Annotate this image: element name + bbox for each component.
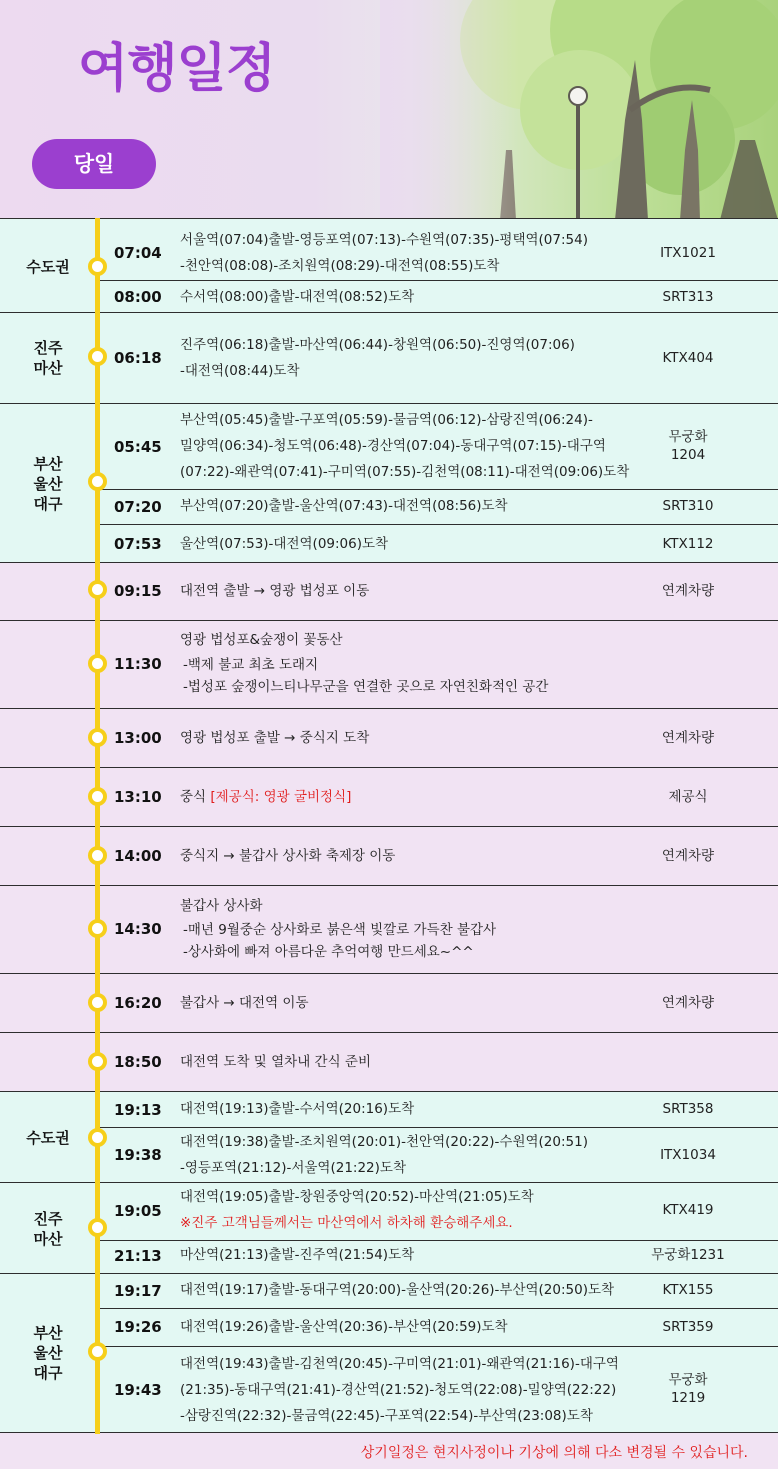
attraction-title: 영광 법성포&숲쟁이 꽃동산 [180,632,343,648]
route-line: -천안역(08:08)-조치원역(08:29)-대전역(08:55)도착 [180,258,500,274]
train-label: KTX155 [662,1282,714,1298]
route-line: 마산역(21:13)출발-진주역(21:54)도착 [180,1247,415,1263]
transport-label: 제공식 [668,789,708,805]
timeline-dot [88,472,107,491]
timeline-dot [88,993,107,1012]
transport-label: 연계차량 [661,583,715,599]
schedule-row [0,826,778,886]
time-label: 11:30 [114,655,162,673]
route-line: 부산역(05:45)출발-구포역(05:59)-물금역(06:12)-삼랑진역(06:24)- [180,412,593,428]
route-line: 대전역(19:17)출발-동대구역(20:00)-울산역(20:26)-부산역(20:50)도착 [180,1282,615,1298]
route-line [180,1210,513,1236]
train-label: ITX1021 [660,245,716,261]
transport-label: 연계차량 [661,995,715,1011]
page-title: 여행일정 [78,39,275,99]
train-label: ITX1034 [660,1147,716,1163]
schedule-section-sudogwon-am [0,218,778,313]
schedule-section-jinju-pm [0,1182,778,1274]
schedule-row [0,973,778,1033]
transport-label: 연계차량 [661,730,715,746]
activity-text: 불갑사 → 대전역 이동 [180,995,309,1011]
time-label: 07:04 [114,244,162,262]
time-label: 05:45 [114,438,162,456]
timeline-dot [88,846,107,865]
timeline-dot [88,580,107,599]
time-label: 19:38 [114,1146,162,1164]
route-line: 밀양역(06:34)-청도역(06:48)-경산역(07:04)-동대구역(07:15)-대구역 [180,438,606,454]
time-label: 14:30 [114,920,162,938]
schedule-section-sudogwon-pm [0,1091,778,1183]
route-line: 수서역(08:00)출발-대전역(08:52)도착 [180,289,415,305]
time-label: 09:15 [114,582,162,600]
footer [0,1432,778,1469]
time-label: 18:50 [114,1053,162,1071]
time-label: 14:00 [114,847,162,865]
schedule-row [0,885,778,974]
timeline-dot [88,1218,107,1237]
timeline-dot [88,919,107,938]
day-trip-badge: 당일 [32,139,156,189]
train-label: 무궁화1231 [651,1247,725,1263]
train-label: 무궁화 1219 [668,1372,708,1406]
route-line: (21:35)-동대구역(21:41)-경산역(21:52)-청도역(22:08)-밀양역(22:22) [180,1382,617,1398]
meal-note: [제공식: 영광 굴비정식] [210,789,352,805]
train-label: KTX404 [662,350,714,366]
route-line: -영등포역(21:12)-서울역(21:22)도착 [180,1160,406,1176]
activity-text: 대전역 출발 → 영광 법성포 이동 [180,583,370,599]
time-label: 19:17 [114,1282,162,1300]
route-line: 서울역(07:04)출발-영등포역(07:13)-수원역(07:35)-평택역(07:54) [180,232,588,248]
transfer-note: ※진주 고객님들께서는 마산역에서 하차해 환승해주세요. [180,1215,513,1231]
train-label: KTX112 [662,536,714,552]
route-line: 부산역(07:20)출발-울산역(07:43)-대전역(08:56)도착 [180,498,508,514]
activity-text: 대전역 도착 및 열차내 간식 준비 [180,1054,371,1070]
timeline-dot [88,1052,107,1071]
time-label: 19:13 [114,1101,162,1119]
attraction-desc: -백제 불교 최초 도래지 [183,657,319,673]
timeline-dot [88,1342,107,1361]
schedule-section-jinju-am [0,312,778,404]
route-line: 대전역(19:05)출발-창원중앙역(20:52)-마산역(21:05)도착 [180,1189,534,1205]
meal-text: 중식 [180,789,211,805]
schedule-row [0,708,778,768]
activity-text: 중식지 → 불갑사 상사화 축제장 이동 [180,848,396,864]
time-label: 21:13 [114,1247,162,1265]
route-line: 대전역(19:26)출발-울산역(20:36)-부산역(20:59)도착 [180,1319,508,1335]
route-line: 대전역(19:43)출발-김천역(20:45)-구미역(21:01)-왜관역(21:16)-대구역 [180,1356,619,1372]
region-label: 부산 울산 대구 [33,455,63,513]
park-trees-image [380,0,778,220]
time-label: 13:00 [114,729,162,747]
region-label: 수도권 [26,1129,70,1147]
route-line: (07:22)-왜관역(07:41)-구미역(07:55)-김천역(08:11)-대전역(09:06)도착 [180,464,630,480]
schedule-row [0,767,778,827]
train-label: SRT313 [662,289,714,305]
attraction-desc: -상사화에 빠져 아름다운 추억여행 만드세요~^^ [183,944,474,960]
time-label: 07:53 [114,535,162,553]
timeline-dot [88,728,107,747]
timeline-dot [88,787,107,806]
time-label: 19:05 [114,1202,162,1220]
timeline-line [95,218,100,1434]
train-label: SRT310 [662,498,714,514]
attraction-desc: -매년 9월중순 상사화로 붉은색 빛깔로 가득찬 불갑사 [183,922,497,938]
route-line: 대전역(19:38)출발-조치원역(20:01)-천안역(20:22)-수원역(20:51) [180,1134,588,1150]
timeline-dot [88,1128,107,1147]
schedule-row [0,620,778,709]
route-line: 진주역(06:18)출발-마산역(06:44)-창원역(06:50)-진영역(07:06) [180,337,575,353]
time-label: 19:43 [114,1381,162,1399]
schedule-row [0,1032,778,1092]
header-banner [0,0,778,220]
time-label: 06:18 [114,349,162,367]
timeline-dot [88,654,107,673]
transport-label: 연계차량 [661,848,715,864]
train-label: SRT358 [662,1101,714,1117]
activity-text [180,784,351,810]
region-label: 부산 울산 대구 [33,1324,63,1382]
time-label: 07:20 [114,498,162,516]
train-label: 무궁화 1204 [668,429,708,463]
time-label: 19:26 [114,1318,162,1336]
timeline-dot [88,257,107,276]
time-label: 13:10 [114,788,162,806]
time-label: 08:00 [114,288,162,306]
activity-text: 영광 법성포 출발 → 중식지 도착 [180,730,370,746]
schedule-change-notice: 상기일정은 현지사정이나 기상에 의해 다소 변경될 수 있습니다. [360,1445,748,1461]
route-line: -삼랑진역(22:32)-물금역(22:45)-구포역(22:54)-부산역(23:08)도착 [180,1408,593,1424]
attraction-desc: -법성포 숲쟁이느티나무군을 연결한 곳으로 자연친화적인 공간 [183,679,549,695]
region-label: 진주 마산 [33,1210,63,1248]
attraction-title: 불갑사 상사화 [180,898,263,914]
train-label: KTX419 [662,1202,714,1218]
region-label: 진주 마산 [33,339,63,377]
timeline-dot [88,347,107,366]
region-label: 수도권 [26,258,70,276]
route-line: -대전역(08:44)도착 [180,363,300,379]
route-line: 대전역(19:13)출발-수서역(20:16)도착 [180,1101,415,1117]
route-line: 울산역(07:53)-대전역(09:06)도착 [180,536,389,552]
schedule-section-busan-pm [0,1273,778,1432]
train-label: SRT359 [662,1319,714,1335]
schedule-section-busan-am [0,403,778,562]
time-label: 16:20 [114,994,162,1012]
schedule-row [0,562,778,621]
